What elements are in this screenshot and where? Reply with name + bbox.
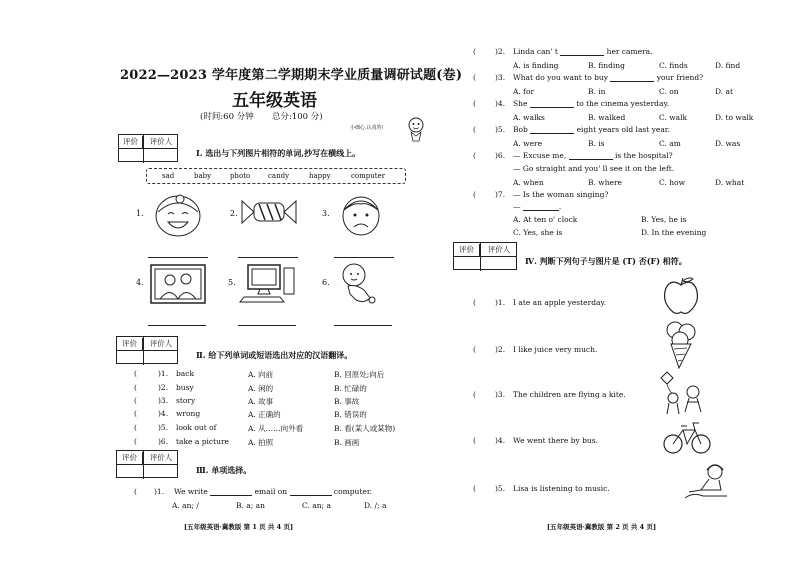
term: story [176,396,196,405]
option-d: D. In the evening [641,228,707,237]
photo-icon [150,264,206,304]
option-d: D. was [715,139,741,148]
score-box-2: 评价 评价人 [116,336,178,364]
option-c: C. Yes, she is [513,228,563,237]
option-d: D. what [715,178,745,187]
picture-number: 6. [322,278,330,287]
question-text: Bob eight years old last year. [513,125,670,134]
blank[interactable] [523,210,559,211]
term: look out of [176,423,217,432]
total-score: 总分:100 分) [272,112,323,122]
picture-number: 1. [136,209,144,218]
statement: I ate an apple yesterday. [513,298,607,307]
option-b: B. Yes, he is [641,215,687,224]
picture-number: 5. [228,278,236,287]
baby-icon [336,260,382,306]
computer-icon [240,264,298,304]
option-b: B. is [588,139,605,148]
answer-paren[interactable]: ( [473,47,476,56]
option-a: A. walks [513,113,545,122]
question-line-2: — Go straight and you' ll see it on the left. [513,164,675,173]
score-box-1: 评价 评价人 [118,134,178,162]
option-c: C. how [659,178,686,187]
word-option: happy [309,172,331,180]
picture-number: 2. [230,209,238,218]
section-4-title: Ⅳ. 判断下列句子与图片是 (T) 否(F) 相符。 [525,256,687,266]
option-b: B. 事故 [334,397,360,406]
candy-icon [240,197,298,227]
blank[interactable] [569,159,613,160]
answer-line-6[interactable] [334,325,392,326]
answer-paren[interactable]: ( [473,298,476,307]
word-option: sad [162,172,175,180]
option-b: B. walked [588,113,626,122]
option-a: A. 向前 [248,370,274,379]
answer-paren[interactable]: ( [134,437,137,446]
statement: Lisa is listening to music. [513,484,610,493]
blank[interactable] [610,81,654,82]
exam-title: 2022—2023 学年度第二学期期末学业质量调研试题(卷) [120,68,463,83]
blank[interactable] [530,107,574,108]
term: take a picture [176,437,229,446]
answer-paren[interactable]: ( [134,409,137,418]
word-option: candy [268,172,290,180]
section-1-title: Ⅰ. 选出与下列图片相符的单词,抄写在横线上。 [196,148,361,158]
answer-paren[interactable]: ( [473,151,476,160]
statement: We went there by bus. [513,436,598,445]
statement: The children are flying a kite. [513,390,626,399]
question-text: We write email on computer. [174,487,372,496]
question-text: Linda can' t her camera. [513,47,653,56]
option-d: D. at [715,87,733,96]
blank[interactable] [530,133,574,134]
answer-line-5[interactable] [238,325,296,326]
statement: I like juice very much. [513,345,598,354]
answer-paren[interactable]: ( [134,369,137,378]
option-a: A. is finding [513,61,559,70]
answer-paren[interactable]: ( [473,345,476,354]
answer-paren[interactable]: ( [473,436,476,445]
answer-paren[interactable]: ( [134,487,137,496]
option-b: B. 画画 [334,438,360,447]
option-c: C. on [659,87,679,96]
option-a: A. an; / [172,501,199,510]
word-option: computer [351,172,386,180]
sad-boy-icon [338,192,384,238]
happy-girl-icon [150,192,206,238]
page-1: 2022—2023 学年度第二学期期末学业质量调研试题(卷) 五年级英语 (时间:60 分钟 总分:100 分) 小细心,认真答! 评价 评价人 Ⅰ. 选出与下列图片相符的单词,抄写在横线上。 sad baby photo candy happy computer 1. 2. 3. 4. 5. 6. 评价 评价人 Ⅱ. 给下列单词或短语选出对应的汉语翻译。 ( )1. back A. 向前 B. 回原处;向后 ( )2. busy A. 闲的 B. 忙碌的 ( )3. story A. 故事 B. 事故 ( )4. wrong A. 正确的 B. 错误的 ( )5. look out of A. 从……向外看 B. 看(某人或某物) ( )6. take a picture A. 拍照 B. 画画 评价 评价人 Ⅲ. 单项选择。 ( )1. We write email on computer. A. an; / B. a; an C. an; a D. /; a [五年级英语·冀教版 第 1 页 共 4 页] [0,0,397,561]
page-2: ( )2. Linda can' t her camera. A. is finding B. finding C. finds D. find ( )3. What do you want to buy your friend? A. for B. in C. on D. at ( )4. She to the cinema yesterday. A. walks B. walked C. walk D. to walk ( )5. Bob eight years old last year. A. were B. is C. am D. was ( )6. — Excuse me, is the hospital? — Go straight and you' ll see it on the left. A. when B. where C. how D. what ( )7. — Is the woman singing? — . A. At ten o' clock B. Yes, he is C. Yes, she is D. In the evening 评价 评价人 Ⅳ. 判断下列句子与图片是 (T) 否(F) 相符。 ( )1. I ate an apple yesterday. ( )2. I like juice very much. ( )3. The children are flying a kite. ( )4. We went there by bus. ( )5. Lisa is listening to music. [五年级英语·冀教版 第 2 页 共 4 页] [397,0,794,561]
option-b: B. in [588,87,606,96]
option-b: B. a; an [236,501,265,510]
answer-line-2[interactable] [238,257,298,258]
footer-right: [五年级英语·冀教版 第 2 页 共 4 页] [547,523,657,531]
girl-listening-icon [683,462,731,502]
answer-line-4[interactable] [148,325,206,326]
option-b: B. 错误的 [334,410,367,419]
apple-icon [661,276,701,316]
answer-paren[interactable]: ( [473,125,476,134]
question-text: She to the cinema yesterday. [513,99,670,108]
option-a: A. 闲的 [248,384,274,393]
answer-paren[interactable]: ( [473,73,476,82]
subject-title: 五年级英语 [232,91,317,111]
answer-paren[interactable]: ( [134,396,137,405]
slogan-text: 小细心,认真答! [350,125,384,131]
option-c: C. an; a [302,501,331,510]
question-text: What do you want to buy your friend? [513,73,704,82]
ice-cream-icon [663,318,699,370]
option-a: A. when [513,178,544,187]
option-a: A. for [513,87,535,96]
question-line-2: — . [513,202,562,211]
footer-left: [五年级英语·冀教版 第 1 页 共 4 页] [184,523,294,531]
word-option: baby [194,172,212,180]
option-c: C. finds [659,61,688,70]
score-box-4: 评价 评价人 [453,242,517,270]
option-a: A. 正确的 [248,410,281,419]
children-kite-icon [659,370,705,416]
option-b: B. 看(某人或某物) [334,424,396,433]
answer-paren[interactable]: ( [473,484,476,493]
word-option: photo [230,172,251,180]
picture-number: 3. [322,209,330,218]
blank[interactable] [290,495,332,496]
option-a: A. 从……向外看 [248,424,304,433]
time-limit: (时间:60 分钟 [200,112,254,122]
section-3-title: Ⅲ. 单项选择。 [196,465,252,475]
option-a: A. were [513,139,543,148]
answer-paren[interactable]: ( [473,190,476,199]
option-b: B. 忙碌的 [334,384,367,393]
question-text: — Is the woman singing? [513,190,609,199]
option-b: B. where [588,178,622,187]
score-box-3: 评价 评价人 [116,450,178,478]
option-a: A. 故事 [248,397,274,406]
option-b: B. finding [588,61,625,70]
option-a: A. At ten o' clock [513,215,578,224]
bicycle-icon [663,420,711,456]
question-text: — Excuse me, is the hospital? [513,151,673,160]
section-2-title: Ⅱ. 给下列单词或短语选出对应的汉语翻译。 [196,350,353,360]
word-bank [146,168,406,184]
answer-paren[interactable]: ( [134,383,137,392]
option-c: C. walk [659,113,688,122]
answer-paren[interactable]: ( [473,99,476,108]
answer-line-3[interactable] [334,257,394,258]
answer-paren[interactable]: ( [134,423,137,432]
blank[interactable] [560,55,604,56]
term: wrong [176,409,201,418]
picture-number: 4. [136,278,144,287]
option-a: A. 拍照 [248,438,274,447]
option-b: B. 回原处;向后 [334,370,385,379]
option-d: D. /; a [364,501,387,510]
answer-line-1[interactable] [148,257,208,258]
option-c: C. am [659,139,681,148]
option-d: D. to walk [715,113,754,122]
term: back [176,369,195,378]
option-d: D. find [715,61,741,70]
answer-paren[interactable]: ( [473,390,476,399]
blank[interactable] [210,495,252,496]
term: busy [176,383,194,392]
